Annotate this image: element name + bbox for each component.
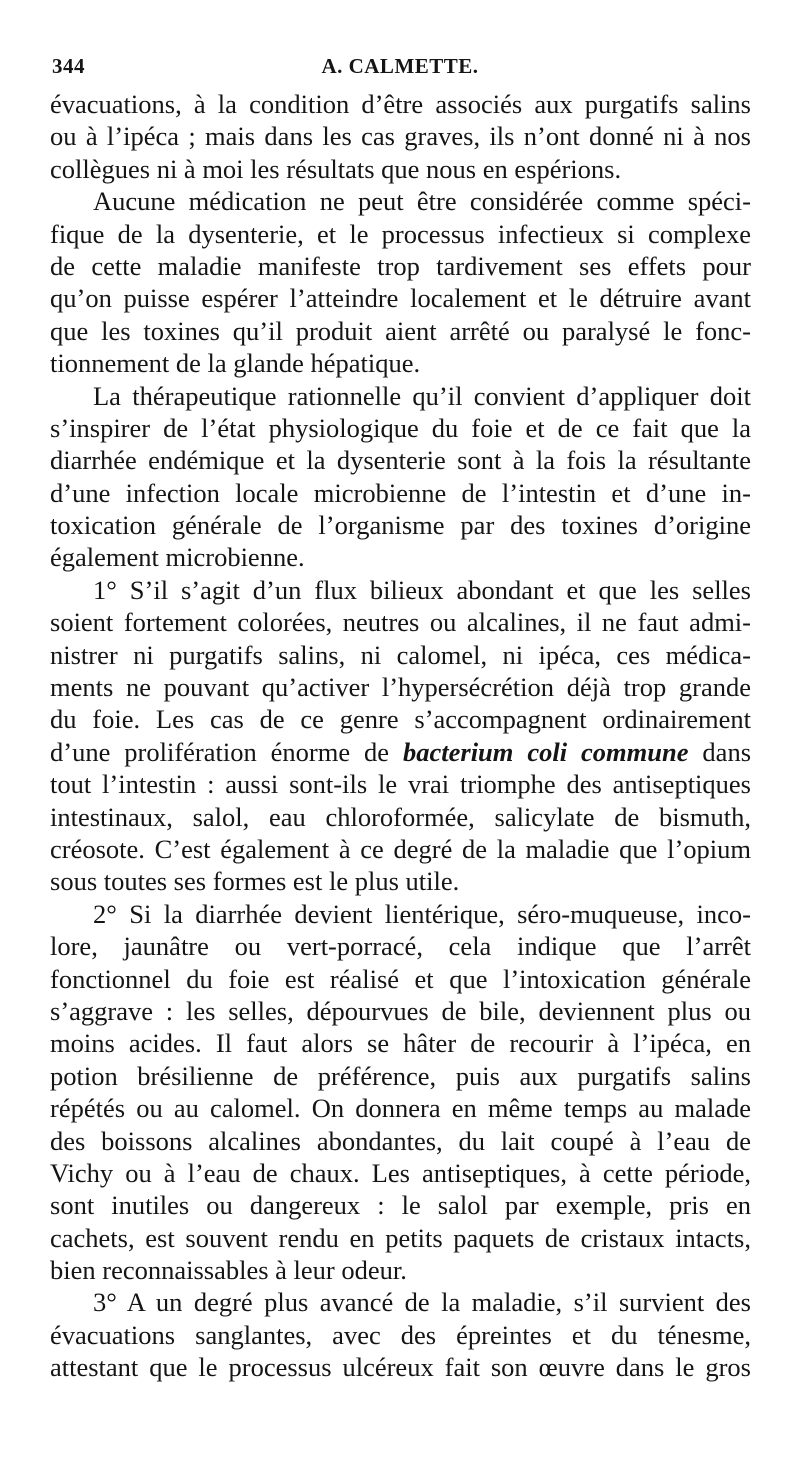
text-line: sous toutes ses formes est le plus utile. [50,866,460,897]
text-line: diarrhée endémique et la dysenterie sont à la fois la résultante [50,445,751,476]
text-line: fique de la dysenterie, et le processus infectieux si complexe [50,218,751,249]
text-line: attestant que le processus ulcéreux fait son œuvre dans le gros [50,1352,751,1383]
text-line [50,736,751,768]
body-text [50,88,751,1384]
text-line: des boissons alcalines abondantes, du lait coupé à l’eau de [50,1125,751,1156]
text-line: du foie. Les cas de ce genre s’accompagnent ordinairement [50,704,751,735]
text-line: collègues ni à moi les résultats que nous en espérions. [50,153,622,184]
text-line: bien reconnaissables à leur odeur. [50,1255,407,1286]
text-line: évacuations sanglantes, avec des épreintes et du ténesme, [50,1319,751,1350]
text-line: nistrer ni purgatifs salins, ni calomel, ni ipéca, ces médica- [50,639,751,670]
text-line: tionnement de la glande hépatique. [50,348,421,379]
line-segment: d’une prolifération énorme de [50,736,403,767]
text-line: évacuations, à la condition d’être associés aux purgatifs salins [50,89,751,119]
running-head: A. CALMETTE. [321,54,479,78]
text-line: créosote. C’est également à ce degré de la maladie que l’opium [50,833,751,864]
text-line: ou à l’ipéca ; mais dans les cas graves, ils n’ont donné ni à nos [50,121,751,152]
text-line: ments ne pouvant qu’activer l’hypersécrétion déjà trop grande [50,672,751,703]
paragraph-first-line: Aucune médication ne peut être considérée comme spéci- [93,186,751,217]
italic-species-name: bacterium coli commune [403,736,689,767]
text-line: toxication générale de l’organisme par des toxines d’origine [50,510,751,541]
paragraph-first-line: 1° S’il s’agit d’un flux bilieux abondant et que les selles [93,574,751,605]
page-number: 344 [52,54,85,78]
page-header [52,54,748,84]
text-line: sont inutiles ou dangereux : le salol par exemple, pris en [50,1190,751,1221]
text-line: intestinaux, salol, eau chloroformée, salicylate de bismuth, [50,801,751,832]
text-line: moins acides. Il faut alors se hâter de recourir à l’ipéca, en [50,1028,751,1059]
text-line: qu’on puisse espérer l’atteindre localement et le détruire avant [50,283,751,314]
text-line: également microbienne. [50,542,305,573]
text-line: que les toxines qu’il produit aient arrêté ou paralysé le fonc- [50,315,751,346]
paragraph-first-line: La thérapeutique rationnelle qu’il convient d’appliquer doit [93,380,751,411]
text-line: s’aggrave : les selles, dépourvues de bile, deviennent plus ou [50,995,751,1026]
line-segment: dans [688,736,752,767]
text-line: de cette maladie manifeste trop tardivement ses effets pour [50,250,751,281]
text-line: cachets, est souvent rendu en petits paquets de cristaux intacts, [50,1222,751,1253]
text-line: fonctionnel du foie est réalisé et que l’intoxication générale [50,963,751,994]
text-line: s’inspirer de l’état physiologique du foie et de ce fait que la [50,412,751,443]
text-line: répétés ou au calomel. On donnera en même temps au malade [50,1093,751,1124]
paragraph-first-line: 3° A un degré plus avancé de la maladie, s’il survient des [93,1287,751,1318]
text-line: tout l’intestin : aussi sont-ils le vrai triomphe des antiseptiques [50,769,751,800]
text-line: potion brésilienne de préférence, puis aux purgatifs salins [50,1060,751,1091]
text-line: soient fortement colorées, neutres ou alcalines, il ne faut admi- [50,607,751,638]
paragraph-first-line: 2° Si la diarrhée devient lientérique, séro-muqueuse, inco- [93,898,751,929]
text-line: lore, jaunâtre ou vert-porracé, cela indique que l’arrêt [50,931,751,962]
text-line: Vichy ou à l’eau de chaux. Les antiseptiques, à cette période, [50,1157,751,1188]
text-line: d’une infection locale microbienne de l’intestin et d’une in- [50,477,751,508]
